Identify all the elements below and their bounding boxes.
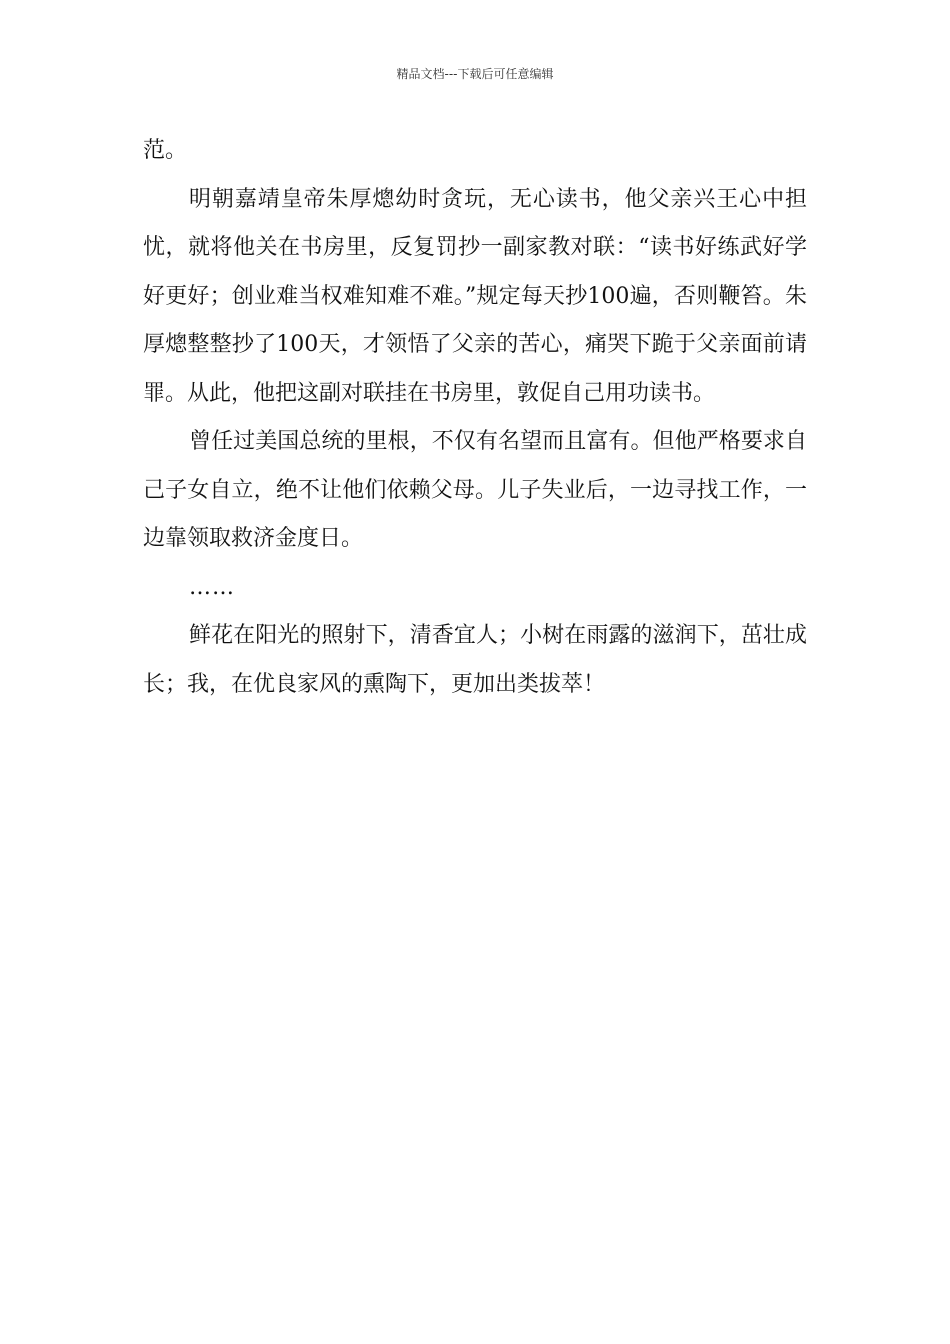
paragraph-continuation: 范。 xyxy=(143,138,188,163)
page-header: 精品文档---下载后可任意编辑 xyxy=(396,67,554,81)
paragraph-jiajing-emperor: 明朝嘉靖皇帝朱厚熜幼时贪玩，无心读书，他父亲兴王心中担忧，就将他关在书房里，反复罚抄一副家教对联：“读书好练武好学好更好；创业难当权难知难不难。”规定每天抄100遍，否则鞭笞。朱厚熜整整抄了100天，才领悟了父亲的苦心，痛哭下跪于父亲面前请罪。从此，他把这副对联挂在书房里，敦促自己用功读书。 xyxy=(143,186,807,406)
paragraph-reagan: 曾任过美国总统的里根，不仅有名望而且富有。但他严格要求自己子女自立，绝不让他们依赖父母。儿子失业后，一边寻找工作，一边靠领取救济金度日。 xyxy=(143,429,807,551)
paragraph-conclusion: 鲜花在阳光的照射下，清香宜人；小树在雨露的滋润下，茁壮成长；我，在优良家风的熏陶下，更加出类拔萃！ xyxy=(143,623,807,697)
document-body xyxy=(143,127,807,709)
paragraph-ellipsis: …… xyxy=(189,574,235,600)
